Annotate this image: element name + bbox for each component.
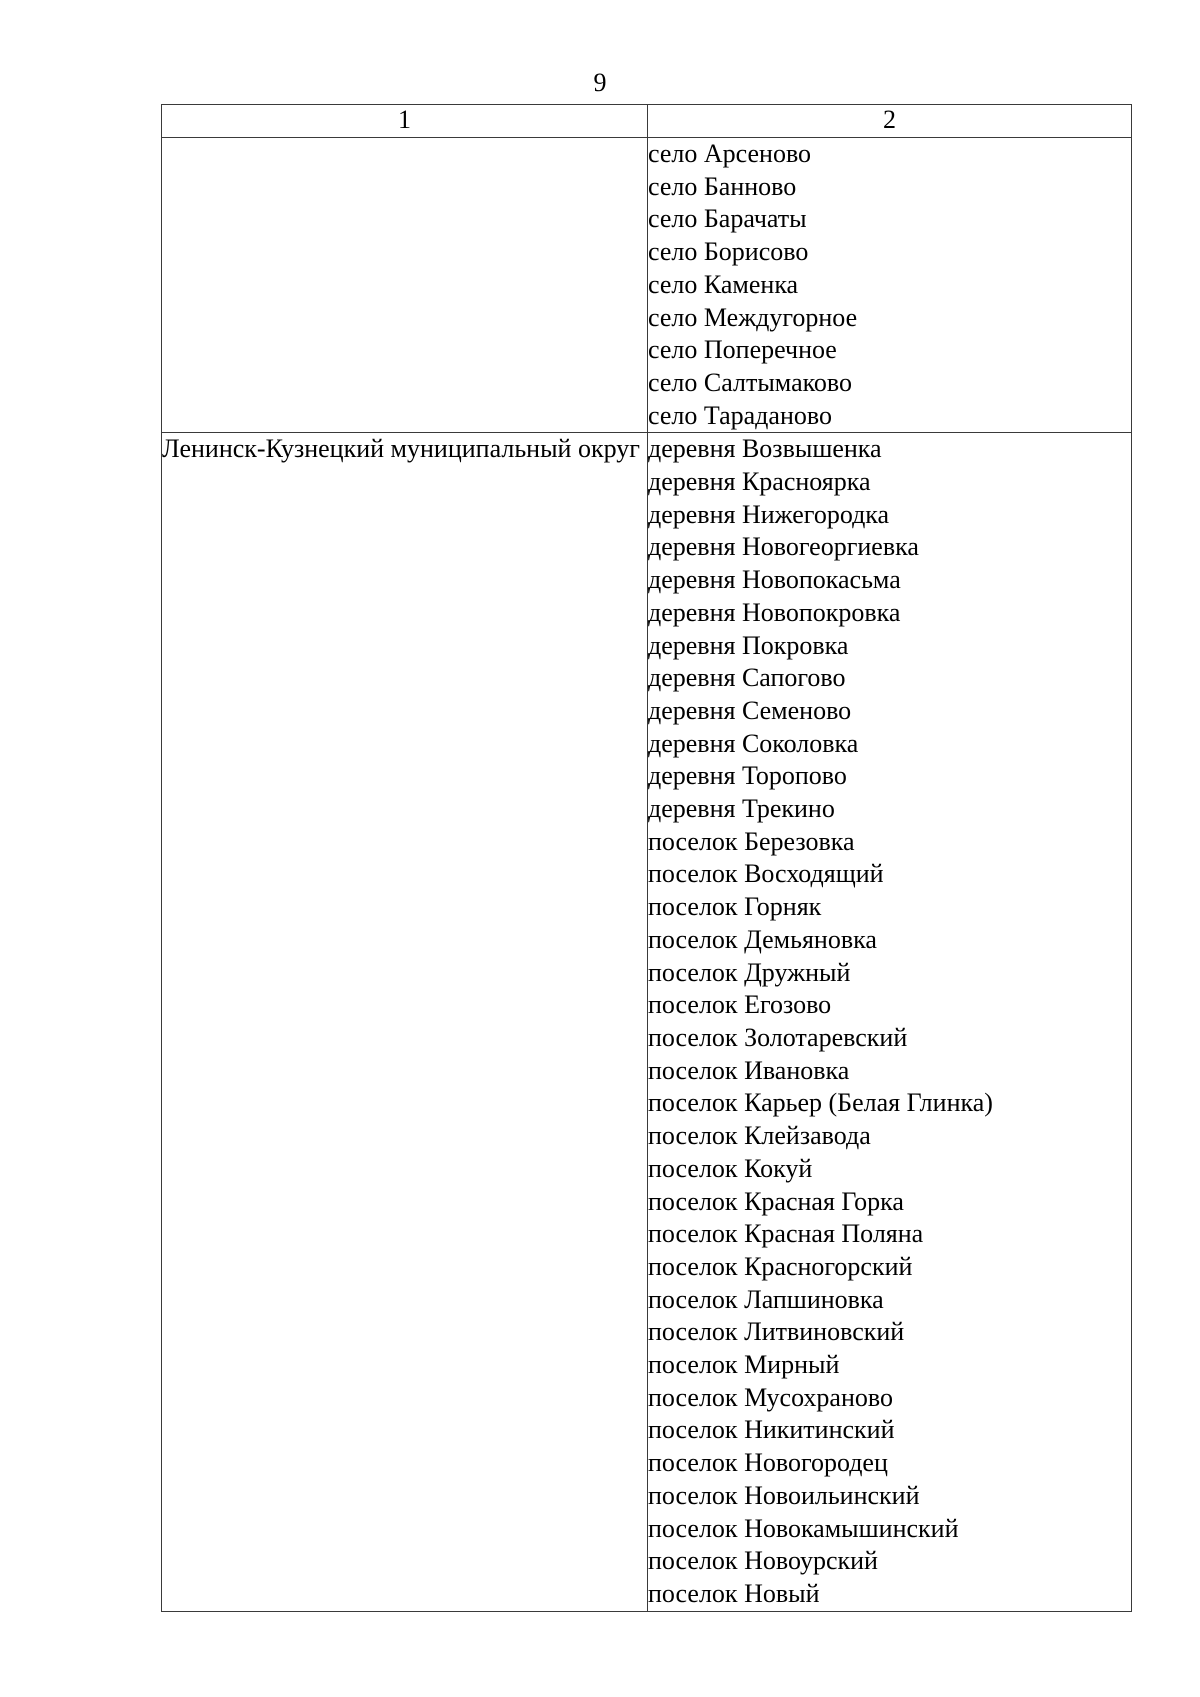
settlement-item: поселок Карьер (Белая Глинка) <box>648 1088 993 1118</box>
column-header-2: 2 <box>648 105 1132 138</box>
settlement-item: деревня Новопокровка <box>648 597 901 627</box>
district-cell <box>162 138 648 433</box>
settlement-item: поселок Клейзавода <box>648 1121 871 1151</box>
settlement-item: село Банново <box>648 171 797 201</box>
table-row <box>162 138 1132 433</box>
settlement-item: поселок Новогородец <box>648 1448 888 1478</box>
settlement-item: деревня Возвышенка <box>648 434 882 464</box>
column-header-1: 1 <box>162 105 648 138</box>
district-cell <box>162 433 648 1611</box>
settlements-cell <box>648 433 1132 1611</box>
district-name: Ленинск-Кузнецкий муниципальный округ <box>162 434 640 464</box>
settlement-item: село Барачаты <box>648 204 807 234</box>
page-number: 9 <box>593 68 607 97</box>
settlements-table <box>161 104 1132 1612</box>
settlement-item: поселок Золотаревский <box>648 1022 908 1052</box>
settlement-item: село Поперечное <box>648 335 837 365</box>
settlement-item: деревня Соколовка <box>648 728 859 758</box>
settlement-item: село Каменка <box>648 269 799 299</box>
settlement-item: село Салтымаково <box>648 367 853 397</box>
settlement-item: поселок Егозово <box>648 990 832 1020</box>
settlements-cell <box>648 138 1132 433</box>
settlement-item: деревня Сапогово <box>648 663 846 693</box>
settlement-item: деревня Покровка <box>648 630 849 660</box>
settlement-item: деревня Трекино <box>648 794 835 824</box>
settlement-item: поселок Новый <box>648 1578 820 1608</box>
settlement-item: поселок Мирный <box>648 1350 840 1380</box>
settlement-item: поселок Красногорский <box>648 1251 913 1281</box>
settlement-item: деревня Новопокасьма <box>648 565 901 595</box>
settlement-item: деревня Торопово <box>648 761 847 791</box>
settlement-item: деревня Красноярка <box>648 467 871 497</box>
settlement-item: поселок Дружный <box>648 957 851 987</box>
settlement-item: поселок Ивановка <box>648 1055 850 1085</box>
settlement-item: поселок Горняк <box>648 892 822 922</box>
settlement-item: поселок Красная Горка <box>648 1186 904 1216</box>
table-header-row <box>162 105 1132 138</box>
settlement-item: поселок Лапшиновка <box>648 1284 884 1314</box>
settlement-item: деревня Новогеоргиевка <box>648 532 919 562</box>
table-body <box>162 138 1132 1612</box>
settlement-item: деревня Семеново <box>648 695 852 725</box>
settlement-item: поселок Березовка <box>648 826 855 856</box>
settlement-item: село Борисово <box>648 237 809 267</box>
settlement-item: поселок Новоурский <box>648 1546 878 1576</box>
settlement-item: поселок Демьяновка <box>648 924 877 954</box>
table-row <box>162 433 1132 1611</box>
settlement-item: поселок Никитинский <box>648 1415 895 1445</box>
settlement-item: поселок Восходящий <box>648 859 884 889</box>
settlement-item: село Тараданово <box>648 400 832 430</box>
settlement-item: поселок Мусохраново <box>648 1382 893 1412</box>
settlement-item: село Междугорное <box>648 302 858 332</box>
settlement-item: поселок Новокамышинский <box>648 1513 959 1543</box>
settlement-item: поселок Красная Поляна <box>648 1219 924 1249</box>
settlement-item: деревня Нижегородка <box>648 499 890 529</box>
settlement-item: поселок Кокуй <box>648 1153 813 1183</box>
settlement-item: село Арсеново <box>648 139 812 168</box>
settlement-item: поселок Литвиновский <box>648 1317 905 1347</box>
settlement-item: поселок Новоильинский <box>648 1480 920 1510</box>
